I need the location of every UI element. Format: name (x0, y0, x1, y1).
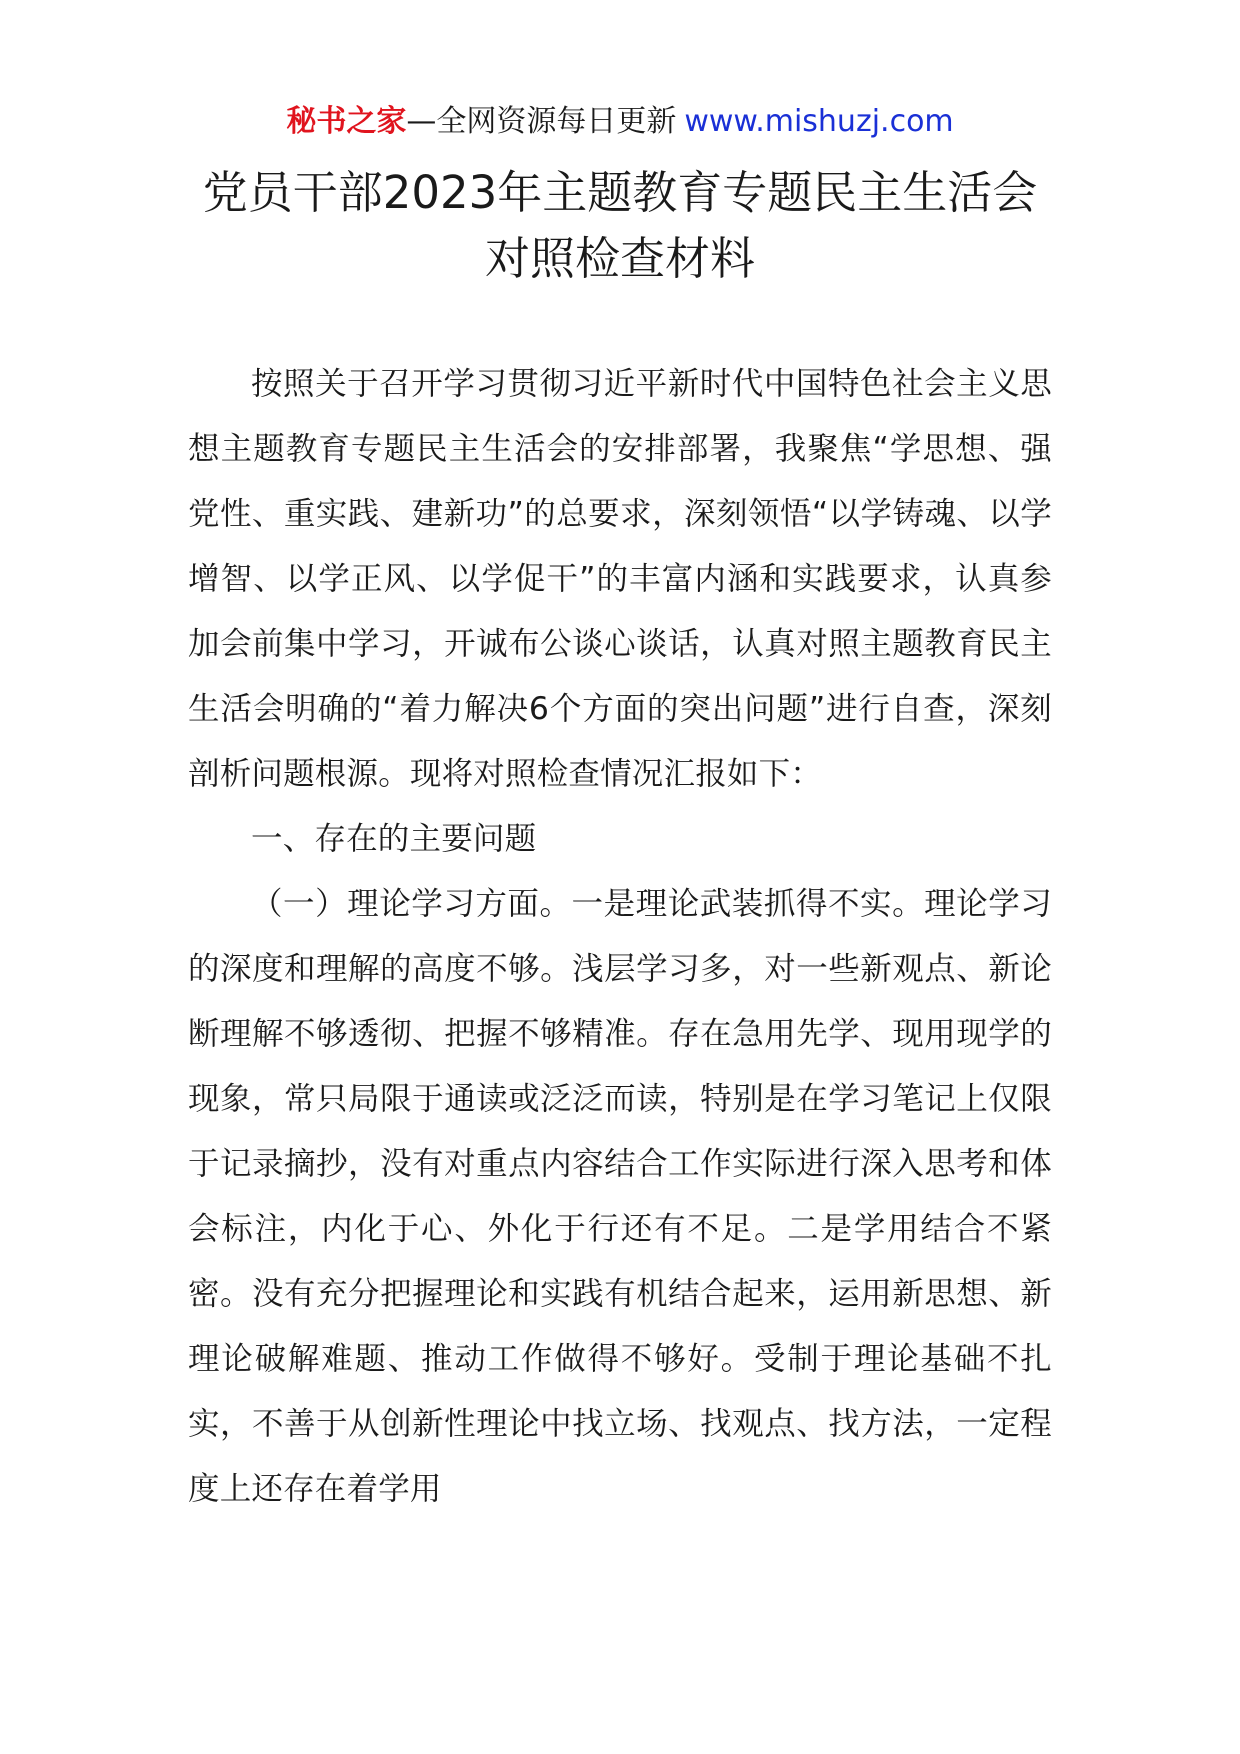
intro-paragraph: 按照关于召开学习贯彻习近平新时代中国特色社会主义思想主题教育专题民主生活会的安排部署，我聚焦“学思想、强党性、重实践、建新功”的总要求，深刻领悟“以学铸魂、以学增智、以学正风、以学促干”的丰富内涵和实践要求，认真参加会前集中学习，开诚布公谈心谈话，认真对照主题教育民主生活会明确的“着力解决6个方面的突出问题”进行自查，深刻剖析问题根源。现将对照检查情况汇报如下： (188, 366, 1052, 792)
document-body (188, 352, 1052, 1522)
theory-study-paragraph: （一）理论学习方面。一是理论武装抓得不实。理论学习的深度和理解的高度不够。浅层学习多，对一些新观点、新论断理解不够透彻、把握不够精准。存在急用先学、现用现学的现象，常只局限于通读或泛泛而读，特别是在学习笔记上仅限于记录摘抄，没有对重点内容结合工作实际进行深入思考和体会标注，内化于心、外化于行还有不足。二是学用结合不紧密。没有充分把握理论和实践有机结合起来，运用新思想、新理论破解难题、推动工作做得不够好。受制于理论基础不扎实，不善于从创新性理论中找立场、找观点、找方法，一定程度上还存在着学用 (188, 886, 1052, 1507)
site-watermark (0, 100, 1240, 144)
title-line-2: 对照检查材料 (484, 232, 755, 285)
title-line-1: 党员干部2023年主题教育专题民主生活会 (202, 166, 1038, 219)
watermark-brand: 秘书之家 (286, 104, 407, 139)
watermark-url[interactable]: www.mishuzj.com (684, 104, 954, 139)
document-title (0, 160, 1240, 292)
section-heading: 一、存在的主要问题 (251, 821, 537, 857)
watermark-slogan: —全网资源每日更新 (406, 104, 677, 139)
